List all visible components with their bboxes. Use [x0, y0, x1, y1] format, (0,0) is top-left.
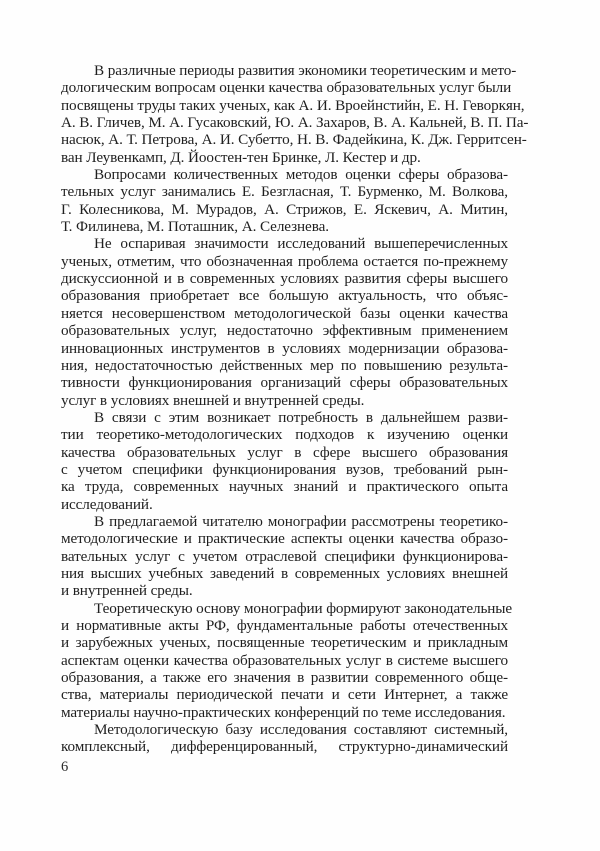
- text-line: ван Леувенкамп, Д. Йоостен-тен Бринке, Л. Кестер и др.: [61, 148, 421, 166]
- text-line: тельных услуг занимались Е. Безгласная, Т. Бурменко, М. Волкова,: [61, 183, 508, 201]
- text-line: материалы научно-практических конференций по теме исследования.: [61, 703, 506, 721]
- text-line: ка труда, современных научных знаний и практического опыта: [61, 478, 508, 496]
- text-line: В связи с этим возникает потребность в дальнейшем разви-: [94, 408, 508, 426]
- text-line: В различные периоды развития экономики теоретическим и мето-: [94, 62, 517, 79]
- text-line: тии теоретико-методологических подходов к изучению оценки: [61, 426, 508, 444]
- text-line: посвящены труды таких ученых, как А. И. Вроейнстийн, Е. Н. Геворкян,: [61, 96, 525, 114]
- text-line: Методологическую базу исследования составляют системный,: [94, 721, 508, 739]
- text-line: и нормативные акты РФ, фундаментальные работы отечественных: [61, 617, 508, 634]
- text-line: методологические и практические аспекты оценки качества образо-: [61, 530, 508, 548]
- text-line: ученых, отметим, что обозначенная проблема остается по-прежнему: [61, 252, 508, 270]
- text-line: комплексный, дифференцированный, структурно-динамический: [61, 738, 508, 756]
- text-line: инновационных инструментов в условиях модернизации образова-: [61, 339, 508, 357]
- text-line: ния высших учебных заведений в современных условиях внешней: [61, 564, 508, 582]
- text-line: образовательных услуг, недостаточно эффективным применением: [61, 322, 508, 340]
- text-line: дологическим вопросам оценки качества образовательных услуг были: [61, 79, 512, 97]
- text-line: с учетом специфики функционирования вузов, требований рын-: [61, 460, 508, 478]
- text-line: Теоретическую основу монографии формируют законодательные: [94, 599, 513, 617]
- paragraph: [61, 721, 508, 756]
- text-line: образования, а также его значения в развитии современного обще-: [61, 669, 508, 687]
- text-line: дискуссионной и в современных условиях развития сферы высшего: [61, 270, 508, 288]
- paragraph: [61, 599, 513, 721]
- text-line: В предлагаемой читателю монографии рассмотрены теоретико-: [94, 512, 508, 530]
- text-line: вательных услуг с учетом отраслевой специфики функционирова-: [61, 547, 508, 565]
- text-line: насюк, А. Т. Петрова, А. И. Субетто, Н. В. Фадейкина, К. Дж. Герритсен-: [61, 131, 527, 149]
- paragraph: [61, 409, 508, 513]
- text-line: качества образовательных услуг в сфере высшего образования: [61, 443, 508, 461]
- text-line: услуг в условиях внешней и внутренней среды.: [61, 391, 365, 409]
- paragraph: [61, 166, 508, 235]
- text-line: тивности функционирования организаций сферы образовательных: [61, 374, 508, 392]
- text-line: ния, недостаточностью действенных мер по повышению результа-: [61, 356, 508, 374]
- paragraph: [61, 62, 529, 166]
- text-line: и внутренней среды.: [61, 582, 193, 600]
- page-number: 6: [61, 759, 69, 775]
- text-line: Т. Филинева, М. Поташник, А. Селезнева.: [61, 218, 329, 236]
- text-line: аспектам оценки качества образовательных услуг в системе высшего: [61, 651, 508, 669]
- text-line: А. В. Гличев, М. А. Гусаковский, Ю. А. Захаров, В. А. Кальней, В. П. Па-: [61, 114, 529, 132]
- text-line: исследований.: [61, 495, 153, 513]
- text-line: Г. Колесникова, М. Мурадов, А. Стрижов, Е. Яскевич, А. Митин,: [61, 200, 508, 218]
- text-line: няется несовершенством методологической базы оценки качества: [61, 304, 508, 322]
- text-line: и зарубежных ученых, посвященные теоретическим и прикладным: [61, 634, 508, 652]
- paragraph: [61, 235, 508, 408]
- paragraph: [61, 513, 508, 600]
- text-line: образования приобретает все большую актуальность, что объяс-: [61, 287, 508, 305]
- text-line: ства, материалы периодической печати и сети Интернет, а также: [61, 686, 508, 704]
- text-line: Вопросами количественных методов оценки сферы образова-: [94, 166, 508, 184]
- page-text: [61, 62, 529, 756]
- text-line: Не оспаривая значимости исследований вышеперечисленных: [94, 235, 508, 253]
